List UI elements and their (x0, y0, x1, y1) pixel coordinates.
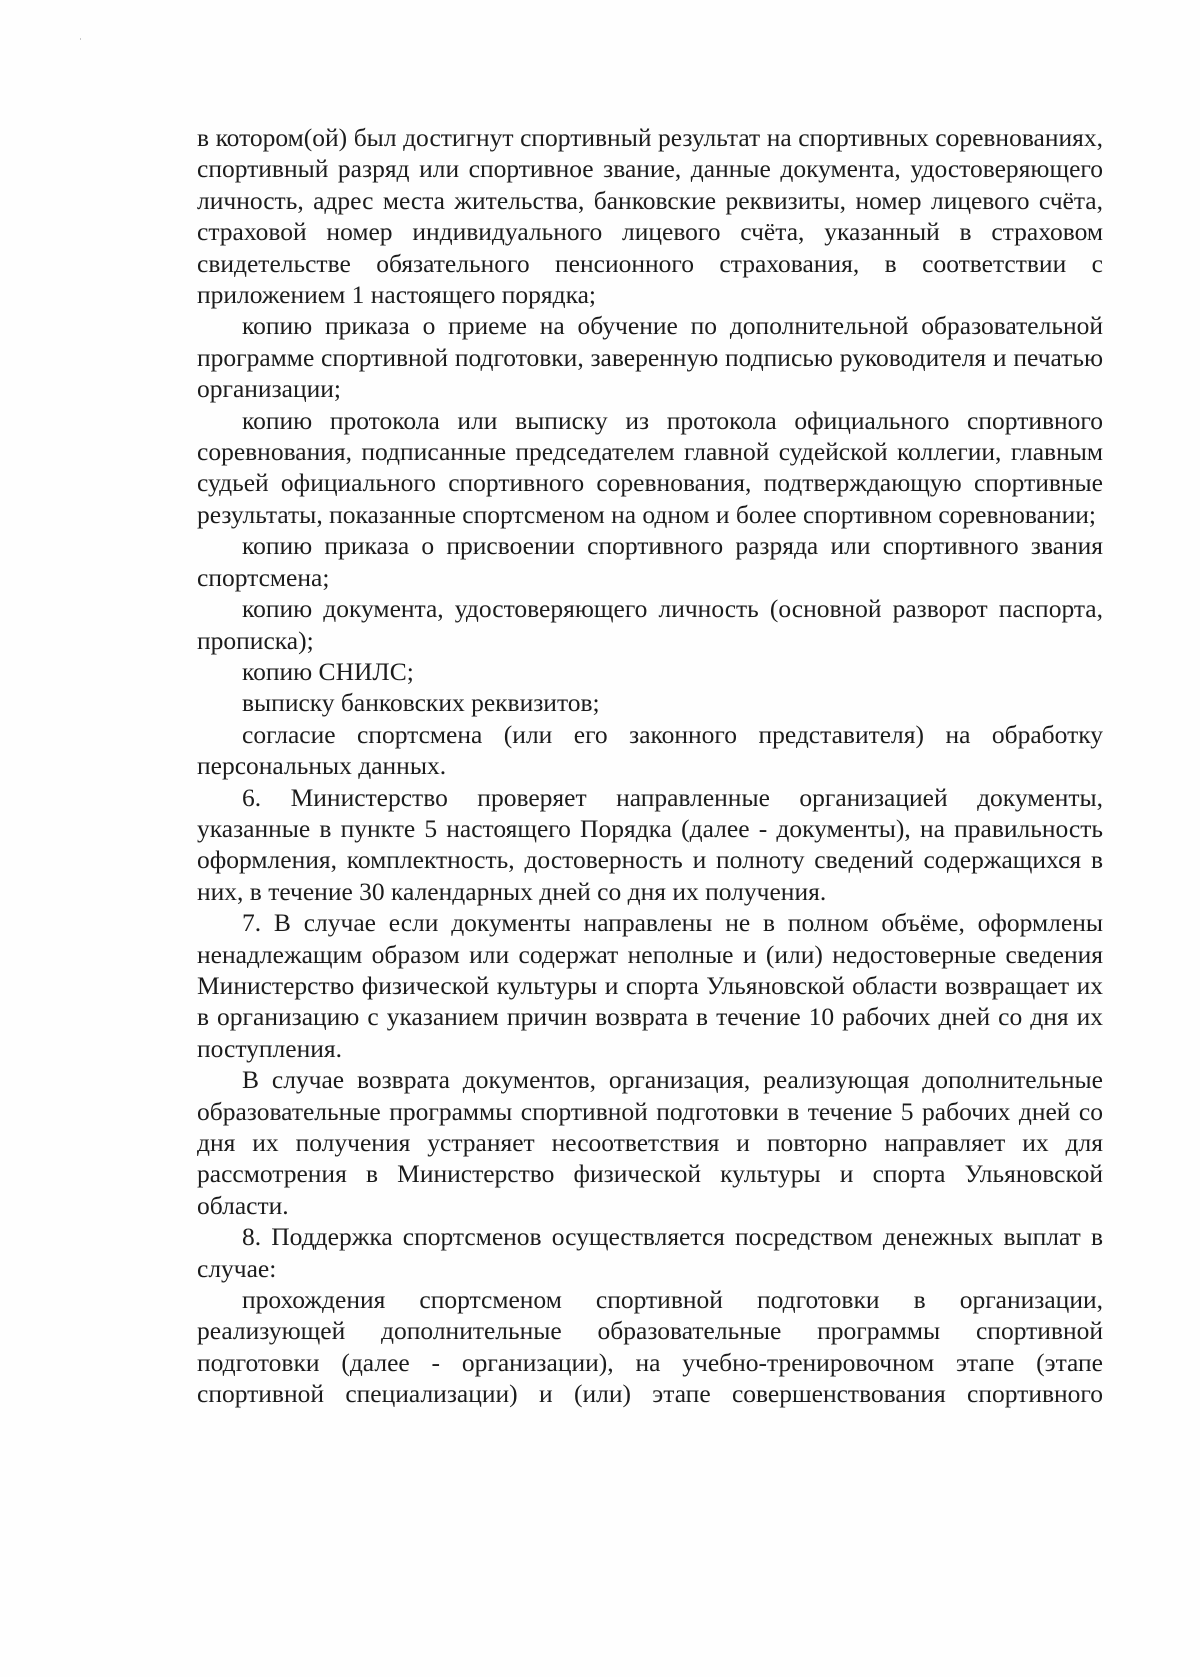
scan-artifact (80, 38, 81, 40)
paragraph-return-case: В случае возврата документов, организация, реализующая дополнительные образовательные программы спортивной подготовки в течение 5 рабочих дней со дня их получения устраняет несоответствия и повторно направляет их для рассмотрения в Министерство физической культуры и спорта Ульяновской области. (197, 1065, 1103, 1220)
paragraph-bank-details: выписку банковских реквизитов; (242, 688, 600, 718)
paragraph-item-7: 7. В случае если документы направлены не в полном объёме, оформлены ненадлежащим образом или содержат неполные и (или) недостоверные сведения Министерство физической культуры и спорта Ульяновской области возвращает их в организацию с указанием причин возврата в течение 10 рабочих дней со дня их поступления. (197, 908, 1103, 1063)
paragraph-training-case: прохождения спортсменом спортивной подготовки в организации, реализующей дополнительные образовательные программы спортивной подготовки (далее - организации), на учебно-тренировочном этапе (этапе спортивной специализации) и (или) этапе совершенствования спортивного (197, 1285, 1103, 1409)
paragraph-protocol-copy: копию протокола или выписку из протокола официального спортивного соревнования, подписанные председателем главной судейской коллегии, главным судьей официального спортивного соревнования, подтверждающую спортивные результаты, показанные спортсменом на одном и более спортивном соревновании; (197, 405, 1103, 529)
paragraph-snils-copy: копию СНИЛС; (242, 656, 414, 686)
paragraph-item-8: 8. Поддержка спортсменов осуществляется посредством денежных выплат в случае: (197, 1222, 1103, 1283)
document-body (197, 122, 1103, 1410)
paragraph-rank-order-copy: копию приказа о присвоении спортивного разряда или спортивного звания спортсмена; (197, 531, 1103, 592)
paragraph-consent: согласие спортсмена (или его законного представителя) на обработку персональных данных. (197, 719, 1103, 781)
paragraph-item-6: 6. Министерство проверяет направленные организацией документы, указанные в пункте 5 настоящего Порядка (далее - документы), на правильность оформления, комплектность, достоверность и полноту сведений содержащихся в них, в течение 30 календарных дней со дня их получения. (197, 782, 1103, 906)
paragraph-identity-copy: копию документа, удостоверяющего личность (основной разворот паспорта, прописка); (197, 594, 1103, 655)
paragraph-order-copy: копию приказа о приеме на обучение по дополнительной образовательной программе спортивной подготовки, заверенную подписью руководителя и печатью организации; (197, 311, 1103, 404)
paragraph-continuation: в котором(ой) был достигнут спортивный результат на спортивных соревнованиях, спортивный разряд или спортивное звание, данные документа, удостоверяющего личность, адрес места жительства, банковские реквизиты, номер лицевого счёта, страховой номер индивидуального лицевого счёта, указанный в страховом свидетельстве обязательного пенсионного страхования, в соответствии с приложением 1 настоящего порядка; (197, 123, 1103, 310)
